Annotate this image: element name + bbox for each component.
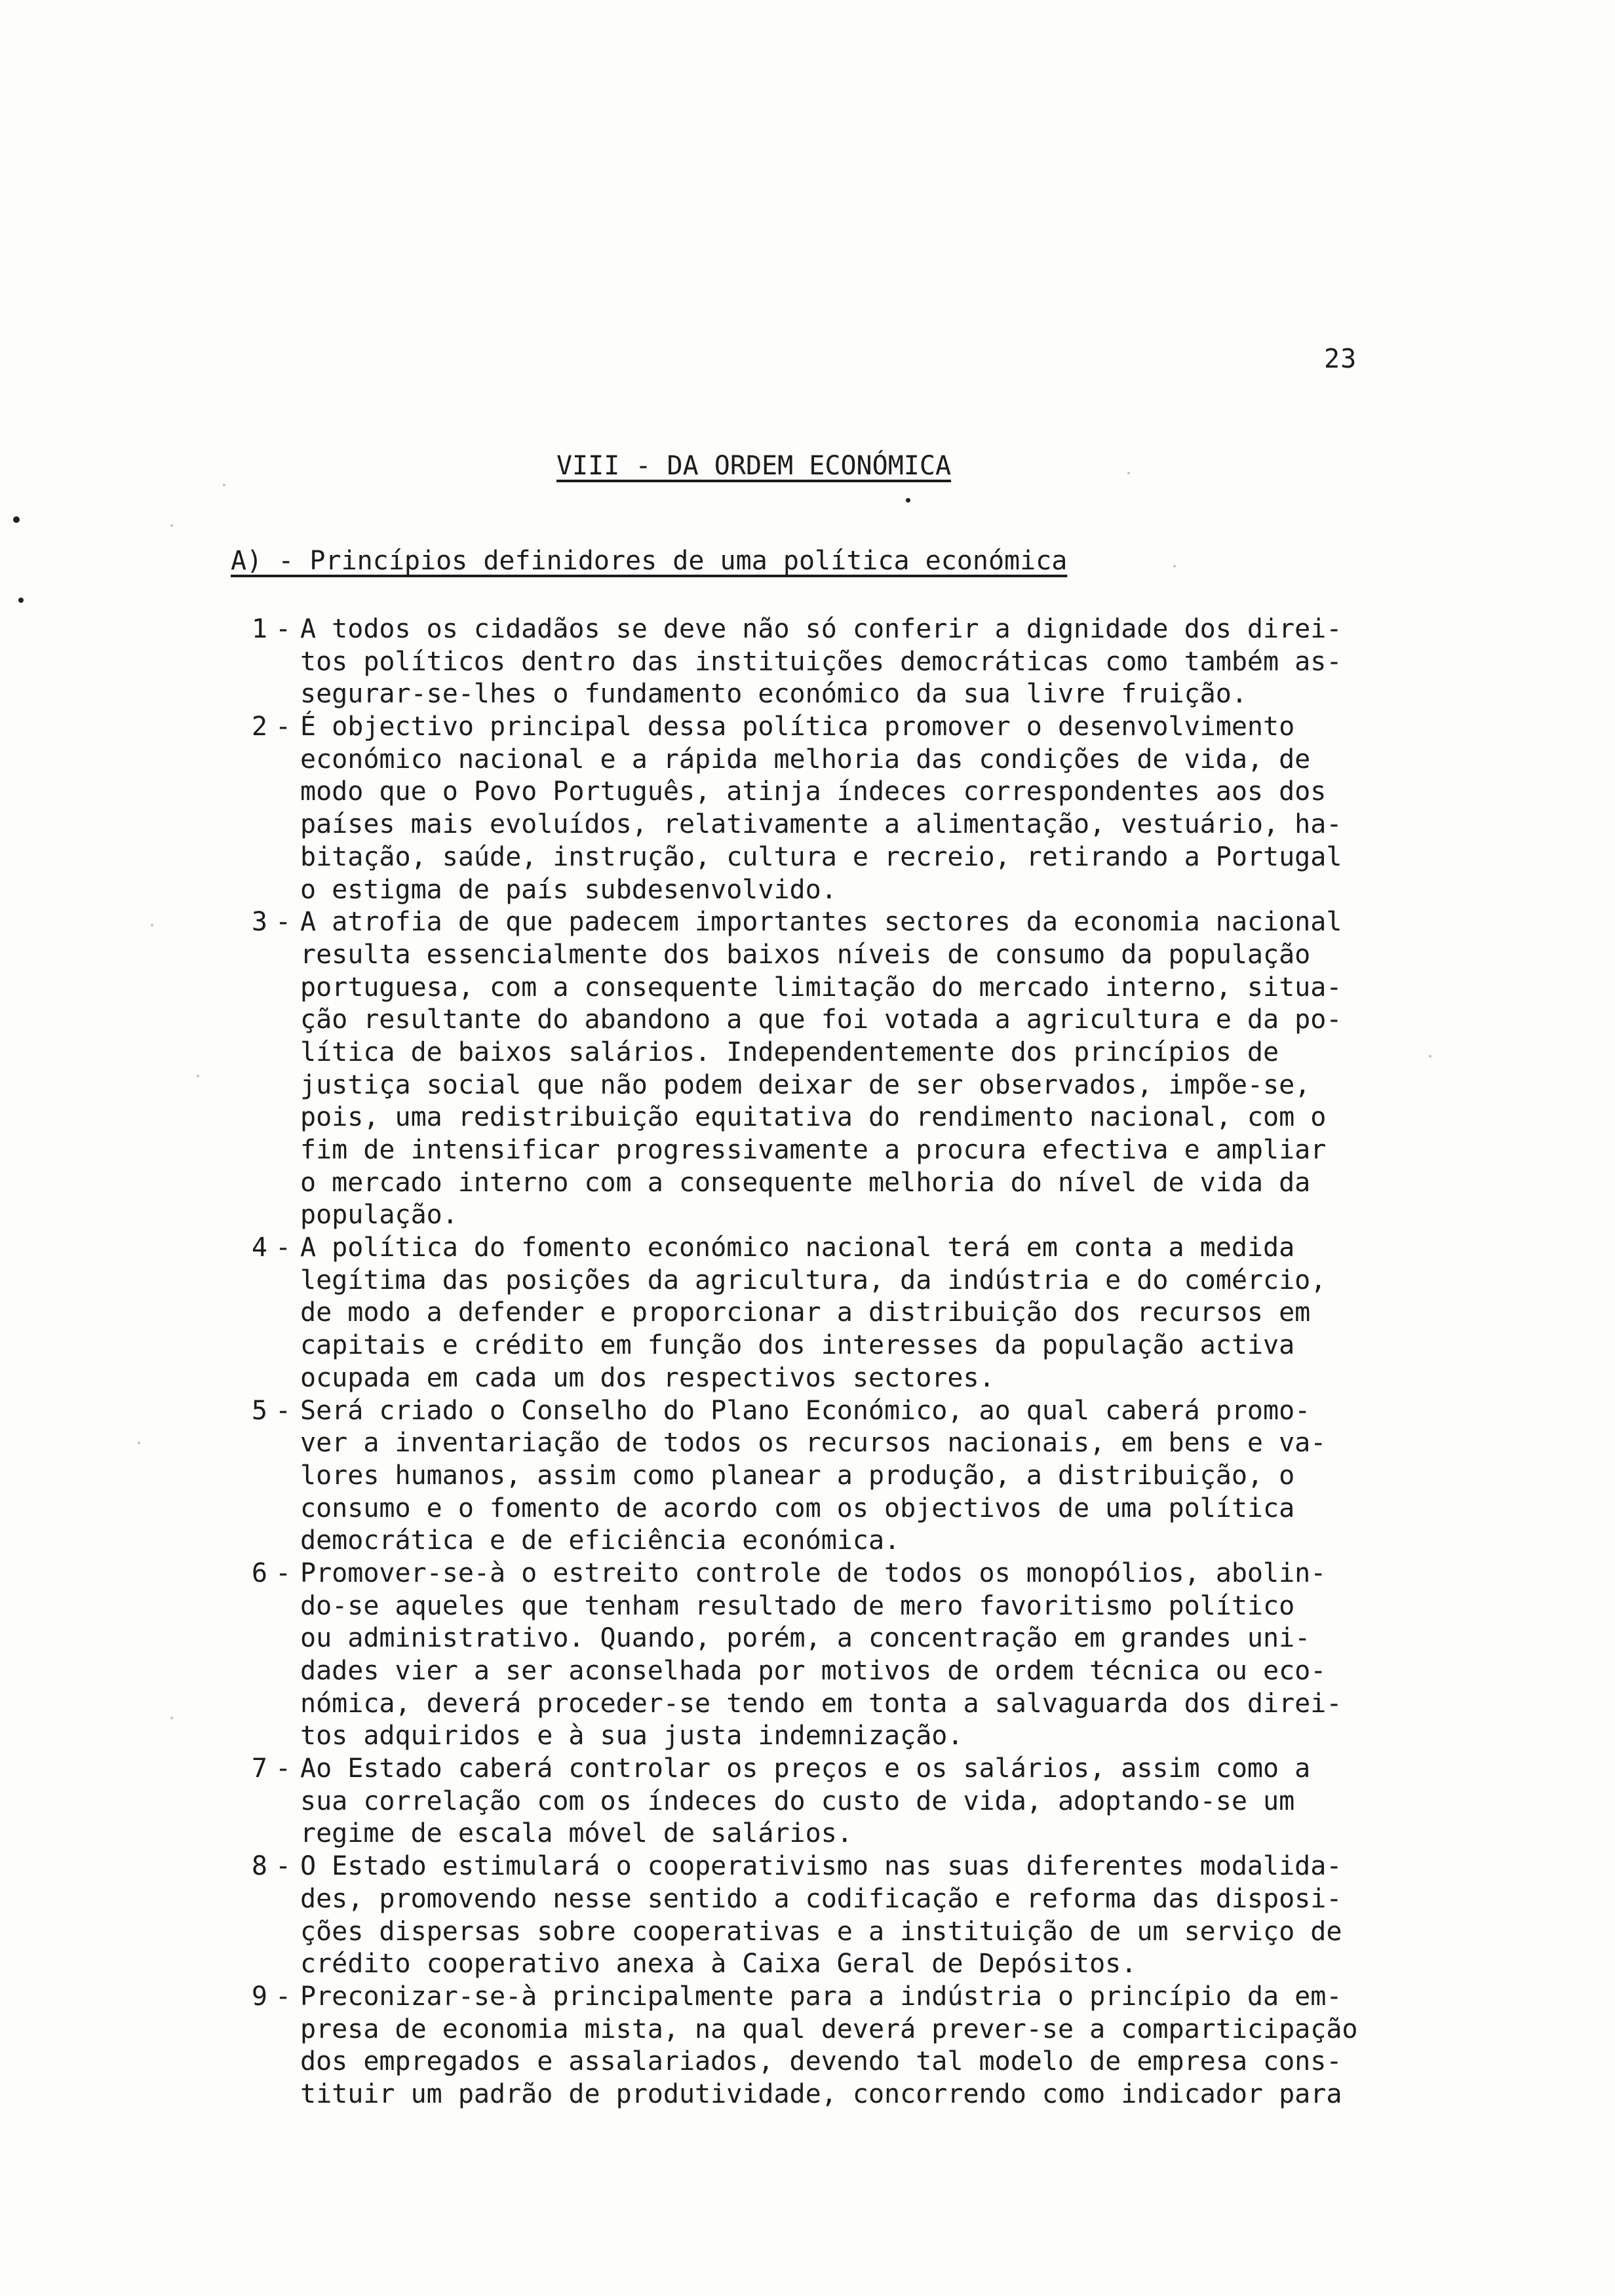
text-line: regime de escala móvel de salários. bbox=[300, 1818, 853, 1849]
text-line: ver a inventariação de todos os recursos nacionais, em bens e va- bbox=[300, 1428, 1327, 1459]
text-line: do-se aqueles que tenham resultado de mero favoritismo político bbox=[300, 1590, 1295, 1621]
text-line: população. bbox=[300, 1200, 458, 1231]
margin-dot bbox=[18, 598, 24, 603]
item-number: 7 bbox=[251, 1753, 267, 1784]
list-item bbox=[0, 613, 1615, 711]
text-line: Ao Estado caberá controlar os preços e os salários, assim como a bbox=[300, 1753, 1311, 1784]
text-line: resulta essencialmente dos baixos níveis de consumo da população bbox=[300, 939, 1311, 970]
text-line: de modo a defender e proporcionar a distribuição dos recursos em bbox=[300, 1297, 1311, 1328]
text-line: bitação, saúde, instrução, cultura e recreio, retirando a Portugal bbox=[300, 841, 1342, 872]
text-line: o estigma de país subdesenvolvido. bbox=[300, 874, 837, 905]
item-number: 9 bbox=[251, 1981, 267, 2012]
item-dash: - bbox=[275, 1753, 292, 1784]
text-line: Preconizar-se-à principalmente para a indústria o princípio da em- bbox=[300, 1981, 1342, 2012]
text-line: segurar-se-lhes o fundamento económico da sua livre fruição. bbox=[300, 679, 1247, 710]
text-line: ções dispersas sobre cooperativas e a instituição de um serviço de bbox=[300, 1916, 1342, 1947]
margin-dot bbox=[906, 498, 910, 503]
list-item bbox=[0, 906, 1615, 1232]
text-line: modo que o Povo Português, atinja índeces correspondentes aos dos bbox=[300, 776, 1327, 807]
item-dash: - bbox=[275, 907, 292, 938]
text-line: A política do fomento económico nacional terá em conta a medida bbox=[300, 1233, 1295, 1263]
item-dash: - bbox=[275, 712, 292, 742]
numbered-list bbox=[0, 613, 1615, 2111]
text-line: Promover-se-à o estreito controle de todos os monopólios, abolin- bbox=[300, 1558, 1327, 1588]
text-line: capitais e crédito em função dos interesses da população activa bbox=[300, 1330, 1295, 1361]
item-number: 6 bbox=[251, 1558, 267, 1588]
scan-speck bbox=[170, 524, 173, 527]
text-line: A todos os cidadãos se deve não só conferir a dignidade dos direi- bbox=[300, 614, 1342, 644]
text-line: justiça social que não podem deixar de ser observados, impõe-se, bbox=[300, 1069, 1311, 1100]
list-item bbox=[0, 711, 1615, 906]
item-dash: - bbox=[275, 1558, 292, 1588]
item-dash: - bbox=[275, 1233, 292, 1263]
list-item bbox=[0, 1981, 1615, 2111]
list-item bbox=[0, 1232, 1615, 1394]
chapter-title: VIII - DA ORDEM ECONÓMICA bbox=[556, 451, 952, 481]
text-line: ocupada em cada um dos respectivos sectores. bbox=[300, 1362, 995, 1393]
item-number: 5 bbox=[251, 1395, 267, 1426]
text-line: democrática e de eficiência económica. bbox=[300, 1525, 901, 1556]
text-line: ou administrativo. Quando, porém, a concentração em grandes uni- bbox=[300, 1623, 1311, 1654]
item-dash: - bbox=[275, 614, 292, 644]
text-line: Será criado o Conselho do Plano Económico, ao qual caberá promo- bbox=[300, 1395, 1311, 1426]
text-line: dades vier a ser aconselhada por motivos de ordem técnica ou eco- bbox=[300, 1656, 1327, 1686]
text-line: consumo e o fomento de acordo com os objectivos de uma política bbox=[300, 1493, 1295, 1523]
item-dash: - bbox=[275, 1395, 292, 1426]
text-line: económico nacional e a rápida melhoria das condições de vida, de bbox=[300, 744, 1311, 775]
text-line: dos empregados e assalariados, devendo tal modelo de empresa cons- bbox=[300, 2046, 1342, 2077]
text-line: pois, uma redistribuição equitativa do rendimento nacional, com o bbox=[300, 1102, 1327, 1133]
text-line: ção resultante do abandono a que foi votada a agricultura e da po- bbox=[300, 1004, 1342, 1035]
text-line: legítima das posições da agricultura, da indústria e do comércio, bbox=[300, 1265, 1327, 1295]
text-line: É objectivo principal dessa política promover o desenvolvimento bbox=[300, 712, 1295, 742]
text-line: presa de economia mista, na qual deverá prever-se a comparticipação bbox=[300, 2014, 1358, 2044]
text-line: portuguesa, com a consequente limitação do mercado interno, situa- bbox=[300, 972, 1342, 1003]
text-line: fim de intensificar progressivamente a procura efectiva e ampliar bbox=[300, 1135, 1327, 1165]
item-number: 4 bbox=[251, 1233, 267, 1263]
text-line: des, promovendo nesse sentido a codificação e reforma das disposi- bbox=[300, 1883, 1342, 1914]
text-line: tos adquiridos e à sua justa indemnização. bbox=[300, 1721, 963, 1751]
list-item bbox=[0, 1395, 1615, 1558]
text-line: tituir um padrão de produtividade, concorrendo como indicador para bbox=[300, 2078, 1342, 2109]
item-number: 1 bbox=[251, 614, 267, 644]
list-item bbox=[0, 1850, 1615, 1981]
text-line: A atrofia de que padecem importantes sectores da economia nacional bbox=[300, 907, 1342, 938]
text-line: sua correlação com os índeces do custo de vida, adoptando-se um bbox=[300, 1786, 1295, 1816]
item-number: 2 bbox=[251, 712, 267, 742]
item-dash: - bbox=[275, 1851, 292, 1882]
text-line: O Estado estimulará o cooperativismo nas suas diferentes modalida- bbox=[300, 1851, 1342, 1882]
item-number: 3 bbox=[251, 907, 267, 938]
page-number: 23 bbox=[1324, 344, 1357, 374]
item-dash: - bbox=[275, 1981, 292, 2012]
section-heading: A) - Princípios definidores de uma política económica bbox=[231, 546, 1068, 576]
text-line: crédito cooperativo anexa à Caixa Geral de Depósitos. bbox=[300, 1949, 1137, 1980]
text-line: lítica de baixos salários. Independentemente dos princípios de bbox=[300, 1037, 1279, 1067]
text-line: países mais evoluídos, relativamente a alimentação, vestuário, ha- bbox=[300, 809, 1342, 840]
margin-dot bbox=[13, 516, 20, 523]
item-number: 8 bbox=[251, 1851, 267, 1882]
list-item bbox=[0, 1558, 1615, 1753]
text-line: lores humanos, assim como planear a produção, a distribuição, o bbox=[300, 1460, 1295, 1491]
scan-speck bbox=[223, 484, 225, 486]
scan-speck bbox=[1173, 565, 1176, 567]
text-line: nómica, deverá proceder-se tendo em tonta a salvaguarda dos direi- bbox=[300, 1688, 1342, 1719]
text-line: tos políticos dentro das instituições democráticas como também as- bbox=[300, 646, 1342, 677]
text-line: o mercado interno com a consequente melhoria do nível de vida da bbox=[300, 1167, 1311, 1198]
list-item bbox=[0, 1753, 1615, 1850]
